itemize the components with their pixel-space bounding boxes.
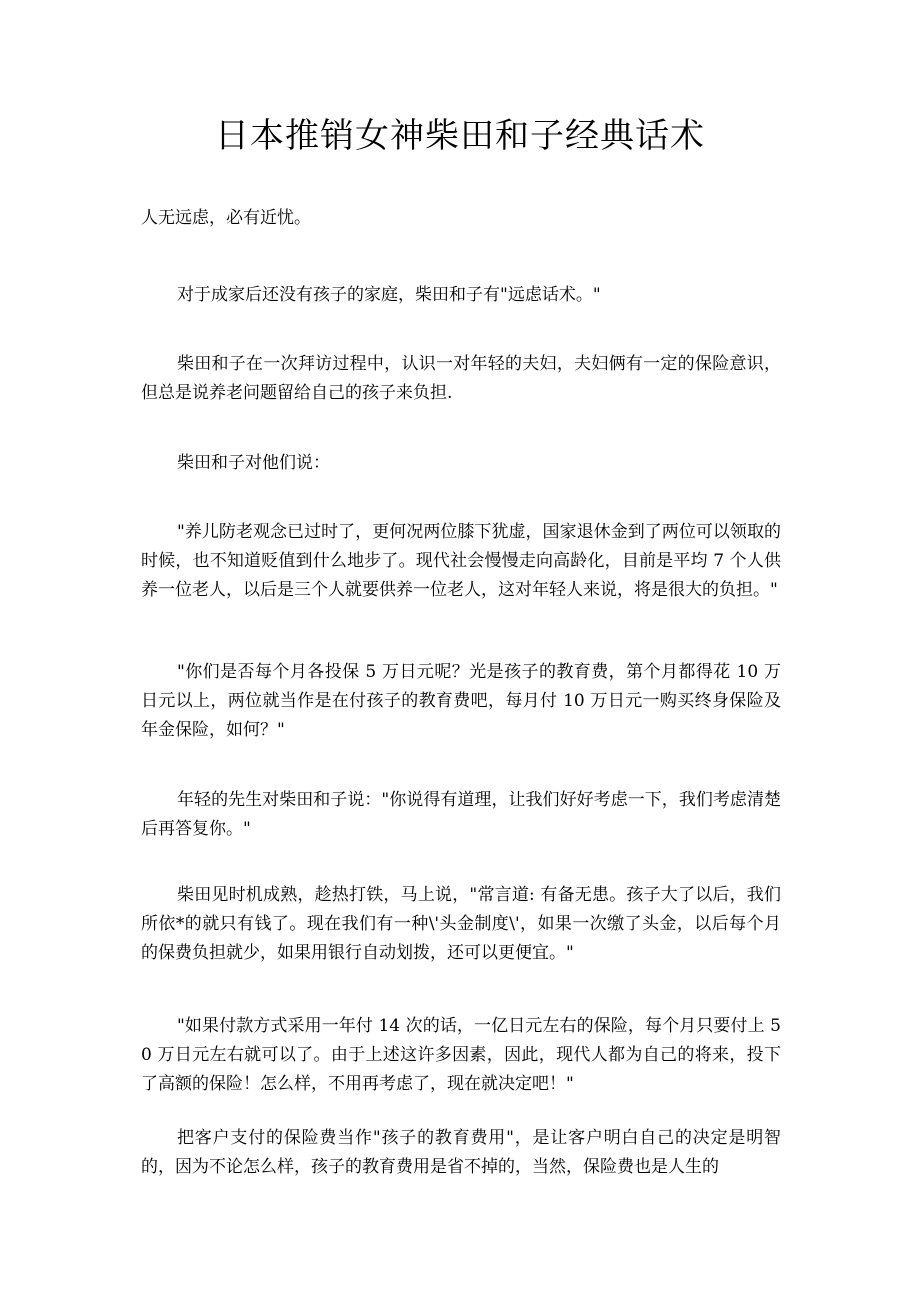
paragraph-1: 人无远虑，必有近忧。 [141,208,311,228]
paragraph-8: 柴田见时机成熟，趁热打铁，马上说，"常言道: 有备无患。孩子大了以后，我们所依*的就只有钱了。现在我们有一种\'头金制度\'，如果一次缴了头金，以后每个月的保费负担就少，如果用银行自动划拨，还可以更便宜。" [141,885,781,963]
paragraph-5: "养儿防老观念已过时了，更何况两位膝下犹虚，国家退休金到了两位可以领取的时候，也不知道贬值到什么地步了。现代社会慢慢走向高龄化，目前是平均 7 个人供养一位老人，以后是三个人就要供养一位老人，这对年轻人来说，将是很大的负担。" [141,522,781,600]
paragraph-7: 年轻的先生对柴田和子说："你说得有道理，让我们好好考虑一下，我们考虑清楚后再答复你。" [141,790,781,839]
paragraph-4: 柴田和子对他们说： [177,453,330,473]
paragraph-2: 对于成家后还没有孩子的家庭，柴田和子有"远虑话术。" [177,285,601,305]
paragraph-3: 柴田和子在一次拜访过程中，认识一对年轻的夫妇，夫妇俩有一定的保险意识，但总是说养老问题留给自己的孩子来负担. [141,354,781,403]
paragraph-6: "你们是否每个月各投保 5 万日元呢？光是孩子的教育费，第个月都得花 10 万日元以上，两位就当作是在付孩子的教育费吧，每月付 10 万日元一购买终身保险及年金保险，如何？" [141,662,781,740]
page-title: 日本推销女神柴田和子经典话术 [215,116,705,156]
paragraph-9: "如果付款方式采用一年付 14 次的话，一亿日元左右的保险，每个月只要付上 50 万日元左右就可以了。由于上述这许多因素，因此，现代人都为自己的将来，投下了高额的保险！怎么样，不用再考虑了，现在就决定吧！" [141,1016,781,1094]
paragraph-10: 把客户支付的保险费当作"孩子的教育费用"，是让客户明白自己的决定是明智的，因为不论怎么样，孩子的教育费用是省不掉的，当然，保险费也是人生的 [141,1128,781,1177]
